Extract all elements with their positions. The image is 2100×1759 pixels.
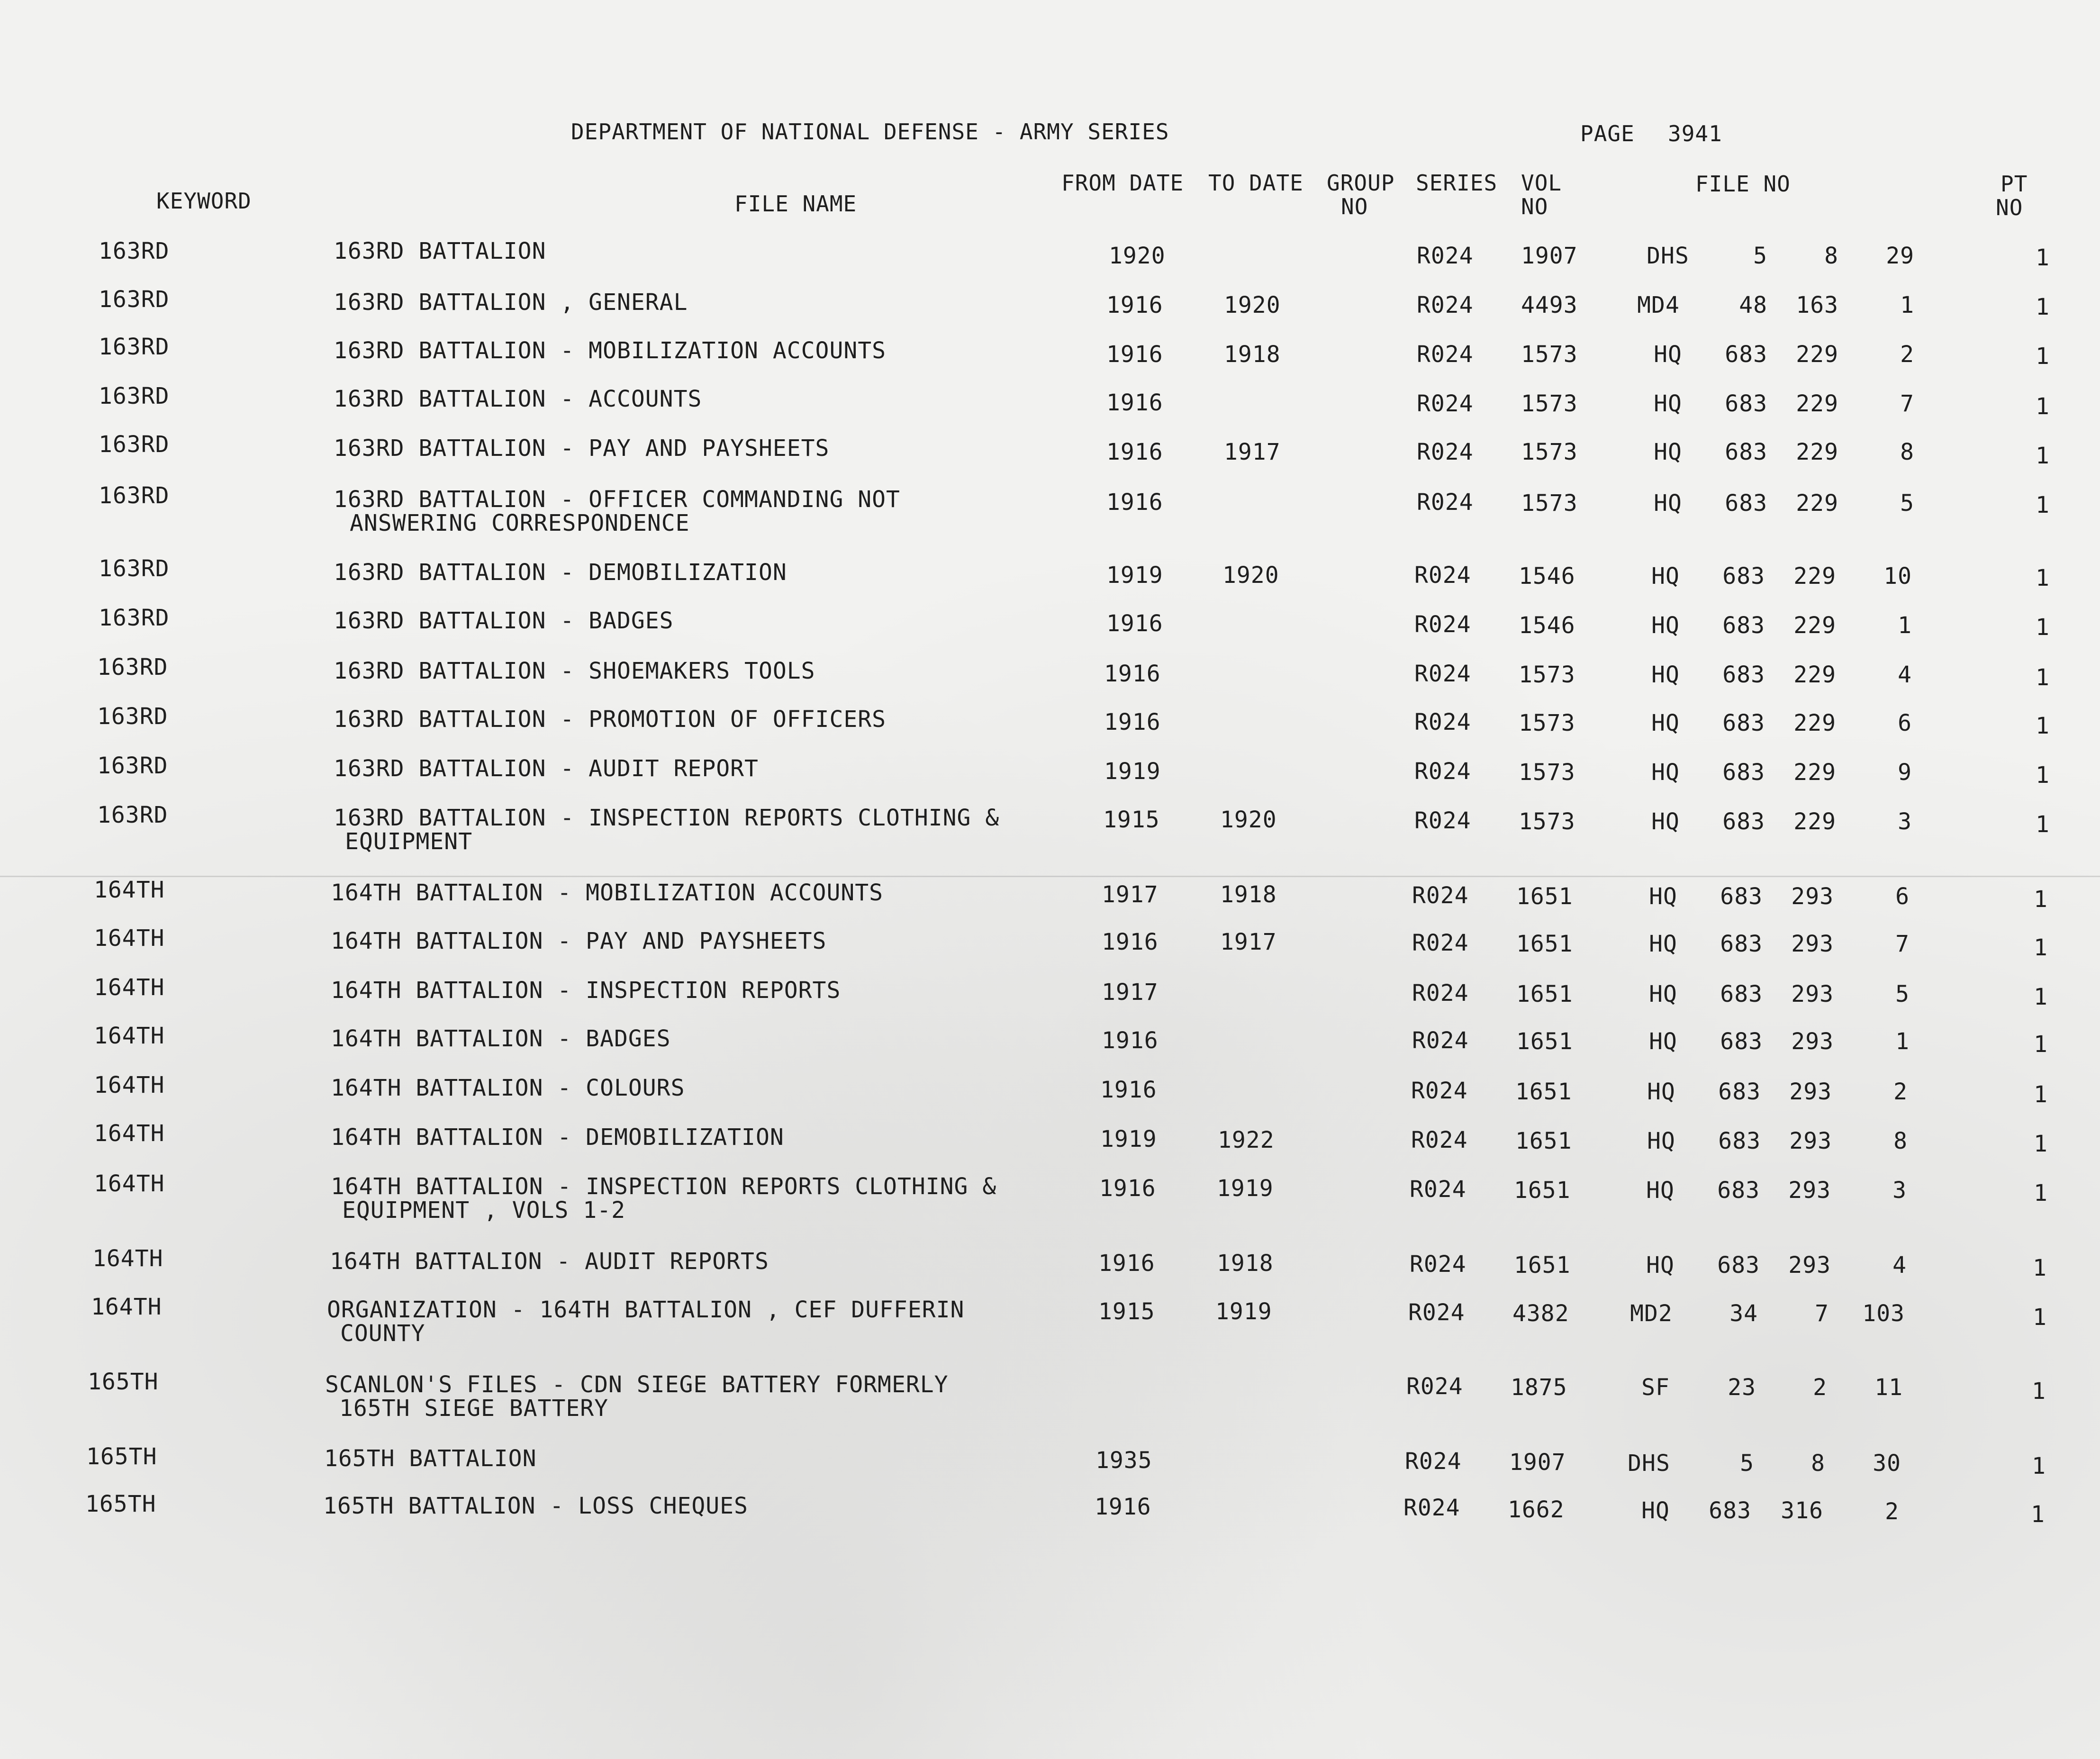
- file-no-part-cell: 293: [1789, 1128, 1832, 1154]
- file-no-part-cell: 229: [1796, 341, 1838, 368]
- file-no-part-cell: 1: [1900, 292, 1914, 318]
- file-no-part-cell: 30: [1873, 1450, 1901, 1477]
- file-name-cell: ORGANIZATION - 164TH BATTALION , CEF DUFFERIN: [327, 1297, 965, 1323]
- file-name-cell: 163RD BATTALION - OFFICER COMMANDING NOT: [334, 486, 900, 513]
- series-cell: R024: [1414, 562, 1471, 589]
- file-no-part-cell: 683: [1725, 390, 1767, 417]
- series-cell: R024: [1411, 1078, 1468, 1104]
- file-no-part-cell: 293: [1791, 1028, 1834, 1055]
- keyword-cell: 164TH: [94, 1023, 165, 1049]
- file-no-part-cell: 293: [1788, 1177, 1831, 1204]
- file-no-part-cell: 683: [1720, 883, 1763, 910]
- page-number: 3941: [1668, 121, 1722, 146]
- keyword-cell: 164TH: [94, 1170, 165, 1197]
- to-date-cell: 1917: [1224, 439, 1281, 465]
- from-date-cell: 1916: [1106, 439, 1163, 465]
- file-no-prefix-cell: HQ: [1647, 1079, 1675, 1105]
- to-date-cell: 1920: [1224, 292, 1281, 318]
- from-date-cell: 1915: [1098, 1298, 1155, 1325]
- vol-no-cell: 1651: [1516, 981, 1573, 1007]
- file-no-prefix-cell: HQ: [1654, 439, 1682, 465]
- file-name-continuation: ANSWERING CORRESPONDENCE: [350, 510, 690, 536]
- file-no-part-cell: 683: [1725, 439, 1767, 465]
- file-no-part-cell: 683: [1709, 1497, 1751, 1524]
- series-cell: R024: [1411, 1127, 1468, 1153]
- file-no-part-cell: 4: [1898, 662, 1912, 688]
- column-header-file-name: FILE NAME: [734, 191, 857, 217]
- file-no-part-cell: 1: [1898, 612, 1912, 639]
- column-header-group: GROUP: [1327, 170, 1395, 196]
- from-date-cell: 1916: [1104, 661, 1161, 687]
- from-date-cell: 1917: [1102, 979, 1159, 1006]
- file-name-cell: 164TH BATTALION - INSPECTION REPORTS: [331, 977, 841, 1004]
- file-no-prefix-cell: SF: [1641, 1374, 1670, 1401]
- keyword-cell: 163RD: [99, 431, 170, 458]
- file-no-prefix-cell: HQ: [1651, 563, 1680, 589]
- keyword-cell: 163RD: [99, 482, 170, 509]
- from-date-cell: 1916: [1106, 489, 1163, 516]
- from-date-cell: 1919: [1104, 758, 1161, 785]
- keyword-cell: 164TH: [91, 1294, 162, 1320]
- file-name-cell: 165TH BATTALION: [324, 1445, 537, 1472]
- vol-no-cell: 1573: [1521, 490, 1578, 517]
- file-no-prefix-cell: HQ: [1649, 1028, 1677, 1055]
- series-cell: R024: [1405, 1448, 1462, 1475]
- file-no-prefix-cell: HQ: [1651, 612, 1680, 639]
- file-no-part-cell: 5: [1740, 1450, 1754, 1477]
- to-date-cell: 1918: [1217, 1250, 1274, 1277]
- series-cell: R024: [1417, 489, 1474, 516]
- keyword-cell: 164TH: [94, 877, 165, 903]
- file-name-cell: 163RD BATTALION - DEMOBILIZATION: [334, 559, 787, 586]
- series-cell: R024: [1410, 1176, 1466, 1203]
- pt-no-cell: 1: [2036, 443, 2050, 469]
- file-no-prefix-cell: HQ: [1651, 759, 1680, 786]
- keyword-cell: 163RD: [97, 703, 168, 730]
- file-name-cell: 164TH BATTALION - MOBILIZATION ACCOUNTS: [331, 880, 884, 906]
- file-no-part-cell: 2: [1885, 1498, 1899, 1525]
- file-name-cell: 164TH BATTALION - COLOURS: [331, 1075, 685, 1101]
- file-name-cell: 163RD BATTALION - BADGES: [334, 607, 674, 634]
- pt-no-cell: 1: [2036, 664, 2050, 691]
- file-no-part-cell: 683: [1717, 1252, 1760, 1278]
- file-no-part-cell: 683: [1718, 1128, 1761, 1154]
- file-no-part-cell: 29: [1886, 243, 1914, 269]
- file-no-part-cell: 683: [1717, 1177, 1760, 1204]
- column-header-pt: PT: [2000, 171, 2028, 197]
- vol-no-cell: 4493: [1521, 292, 1578, 318]
- vol-no-cell: 1907: [1509, 1449, 1566, 1476]
- file-no-prefix-cell: HQ: [1649, 883, 1677, 910]
- vol-no-cell: 1573: [1521, 390, 1578, 417]
- file-name-cell: 163RD BATTALION , GENERAL: [334, 289, 688, 316]
- vol-no-cell: 1573: [1521, 439, 1578, 465]
- keyword-cell: 163RD: [97, 753, 168, 779]
- from-date-cell: 1916: [1106, 292, 1163, 318]
- pt-no-cell: 1: [2036, 294, 2050, 320]
- from-date-cell: 1916: [1102, 929, 1159, 955]
- file-name-cell: 164TH BATTALION - PAY AND PAYSHEETS: [331, 928, 827, 954]
- pt-no-cell: 1: [2032, 1453, 2046, 1479]
- pt-no-cell: 1: [2034, 934, 2048, 961]
- pt-no-cell: 1: [2036, 762, 2050, 789]
- file-no-part-cell: 683: [1722, 759, 1765, 786]
- pt-no-cell: 1: [2032, 1378, 2046, 1405]
- keyword-cell: 165TH: [86, 1443, 157, 1470]
- vol-no-cell: 1573: [1519, 808, 1575, 835]
- pt-no-cell: 1: [2036, 245, 2050, 271]
- file-no-part-cell: 229: [1796, 390, 1838, 417]
- keyword-cell: 165TH: [88, 1369, 159, 1395]
- document-title: DEPARTMENT OF NATIONAL DEFENSE - ARMY SERIES: [571, 119, 1169, 145]
- pt-no-cell: 1: [2036, 492, 2050, 518]
- vol-no-cell: 1651: [1514, 1177, 1571, 1204]
- keyword-cell: 163RD: [99, 555, 170, 582]
- file-no-prefix-cell: HQ: [1654, 341, 1682, 368]
- pt-no-cell: 1: [2036, 713, 2050, 739]
- keyword-cell: 164TH: [94, 1072, 165, 1098]
- pt-no-cell: 1: [2036, 343, 2050, 370]
- file-no-part-cell: 11: [1874, 1374, 1903, 1401]
- file-no-part-cell: 3: [1898, 808, 1912, 835]
- file-no-prefix-cell: HQ: [1649, 981, 1677, 1007]
- series-cell: R024: [1408, 1299, 1465, 1326]
- vol-no-cell: 4382: [1512, 1300, 1569, 1327]
- file-no-part-cell: 293: [1789, 1079, 1832, 1105]
- pt-no-cell: 1: [2036, 393, 2050, 420]
- column-header-pt-no: NO: [1996, 195, 2023, 220]
- file-no-prefix-cell: MD2: [1630, 1300, 1673, 1327]
- pt-no-cell: 1: [2034, 1180, 2048, 1206]
- file-no-part-cell: 293: [1791, 931, 1834, 957]
- vol-no-cell: 1651: [1515, 1079, 1572, 1105]
- series-cell: R024: [1417, 390, 1474, 417]
- to-date-cell: 1919: [1217, 1175, 1274, 1202]
- series-cell: R024: [1414, 807, 1471, 834]
- file-name-continuation: EQUIPMENT , VOLS 1-2: [342, 1197, 625, 1224]
- file-no-part-cell: 293: [1788, 1252, 1831, 1278]
- series-cell: R024: [1414, 709, 1471, 735]
- file-no-prefix-cell: HQ: [1651, 662, 1680, 688]
- series-cell: R024: [1414, 611, 1471, 638]
- vol-no-cell: 1573: [1521, 341, 1578, 368]
- vol-no-cell: 1875: [1511, 1374, 1567, 1401]
- file-no-part-cell: 10: [1883, 563, 1912, 589]
- file-no-prefix-cell: HQ: [1646, 1252, 1675, 1278]
- column-header-from-date: FROM DATE: [1061, 170, 1184, 196]
- file-no-part-cell: 6: [1895, 883, 1910, 910]
- file-no-part-cell: 683: [1720, 981, 1763, 1007]
- file-no-part-cell: 8: [1811, 1450, 1825, 1477]
- file-no-prefix-cell: HQ: [1646, 1177, 1675, 1204]
- file-no-part-cell: 7: [1815, 1300, 1829, 1327]
- series-cell: R024: [1412, 980, 1469, 1006]
- file-no-part-cell: 9: [1898, 759, 1912, 786]
- file-name-cell: 164TH BATTALION - AUDIT REPORTS: [330, 1248, 769, 1275]
- file-no-part-cell: 103: [1862, 1300, 1905, 1327]
- to-date-cell: 1919: [1215, 1298, 1272, 1325]
- file-name-cell: 163RD BATTALION - PAY AND PAYSHEETS: [334, 435, 830, 462]
- vol-no-cell: 1546: [1519, 612, 1575, 639]
- vol-no-cell: 1651: [1516, 883, 1573, 910]
- file-no-prefix-cell: HQ: [1654, 390, 1682, 417]
- pt-no-cell: 1: [2034, 1031, 2048, 1058]
- series-cell: R024: [1417, 439, 1474, 465]
- file-no-part-cell: 163: [1796, 292, 1838, 318]
- file-no-prefix-cell: HQ: [1649, 931, 1677, 957]
- keyword-cell: 164TH: [92, 1245, 163, 1272]
- file-name-cell: 164TH BATTALION - INSPECTION REPORTS CLOTHING &: [331, 1173, 997, 1200]
- vol-no-cell: 1907: [1521, 243, 1578, 269]
- file-name-cell: 163RD BATTALION: [334, 238, 546, 264]
- file-no-part-cell: 5: [1753, 243, 1767, 269]
- file-no-part-cell: 229: [1793, 710, 1836, 736]
- pt-no-cell: 1: [2036, 811, 2050, 838]
- page-fold-line: [0, 876, 2100, 877]
- file-no-prefix-cell: HQ: [1641, 1497, 1670, 1524]
- from-date-cell: 1919: [1100, 1126, 1157, 1152]
- pt-no-cell: 1: [2036, 565, 2050, 591]
- vol-no-cell: 1651: [1516, 1028, 1573, 1055]
- pt-no-cell: 1: [2033, 1255, 2047, 1281]
- file-no-prefix-cell: DHS: [1628, 1450, 1670, 1477]
- keyword-cell: 163RD: [99, 334, 170, 360]
- to-date-cell: 1920: [1222, 562, 1279, 589]
- file-no-part-cell: 683: [1722, 563, 1765, 589]
- series-cell: R024: [1412, 1027, 1469, 1054]
- keyword-cell: 164TH: [94, 1120, 165, 1147]
- file-no-part-cell: 8: [1900, 439, 1914, 465]
- file-no-part-cell: 683: [1725, 341, 1767, 368]
- vol-no-cell: 1573: [1519, 662, 1575, 688]
- from-date-cell: 1917: [1102, 881, 1159, 908]
- pt-no-cell: 1: [2031, 1501, 2045, 1528]
- column-header-vol-no: NO: [1521, 194, 1548, 219]
- from-date-cell: 1916: [1106, 341, 1163, 368]
- to-date-cell: 1922: [1218, 1127, 1275, 1153]
- vol-no-cell: 1651: [1514, 1252, 1571, 1278]
- pt-no-cell: 1: [2034, 886, 2048, 913]
- file-no-part-cell: 2: [1893, 1079, 1908, 1105]
- series-cell: R024: [1412, 882, 1469, 909]
- file-name-cell: 165TH BATTALION - LOSS CHEQUES: [323, 1493, 748, 1519]
- file-name-continuation: COUNTY: [340, 1320, 425, 1347]
- file-no-part-cell: 229: [1793, 563, 1836, 589]
- column-header-group-no: NO: [1341, 194, 1368, 219]
- file-no-part-cell: 229: [1793, 808, 1836, 835]
- keyword-cell: 163RD: [99, 605, 170, 631]
- pt-no-cell: 1: [2033, 1304, 2047, 1331]
- to-date-cell: 1920: [1220, 807, 1277, 833]
- file-name-cell: SCANLON'S FILES - CDN SIEGE BATTERY FORMERLY: [325, 1371, 949, 1398]
- file-name-cell: 164TH BATTALION - DEMOBILIZATION: [331, 1124, 784, 1151]
- file-no-part-cell: 229: [1793, 759, 1836, 786]
- from-date-cell: 1915: [1103, 807, 1160, 833]
- keyword-cell: 165TH: [85, 1491, 156, 1517]
- file-no-part-cell: 34: [1729, 1300, 1758, 1327]
- file-name-cell: 163RD BATTALION - SHOEMAKERS TOOLS: [334, 658, 815, 684]
- file-no-part-cell: 683: [1718, 1079, 1761, 1105]
- file-no-part-cell: 683: [1720, 1028, 1763, 1055]
- series-cell: R024: [1412, 930, 1469, 956]
- keyword-cell: 164TH: [94, 925, 165, 952]
- to-date-cell: 1917: [1220, 929, 1277, 955]
- from-date-cell: 1916: [1100, 1077, 1157, 1103]
- from-date-cell: 1916: [1095, 1494, 1151, 1520]
- file-no-part-cell: 683: [1720, 931, 1763, 957]
- vol-no-cell: 1573: [1519, 710, 1575, 736]
- file-no-part-cell: 229: [1793, 612, 1836, 639]
- file-no-part-cell: 229: [1796, 490, 1838, 517]
- from-date-cell: 1916: [1102, 1027, 1159, 1054]
- file-no-part-cell: 23: [1728, 1374, 1756, 1401]
- file-no-part-cell: 8: [1893, 1128, 1908, 1154]
- from-date-cell: 1919: [1106, 562, 1163, 589]
- file-no-part-cell: 7: [1895, 931, 1910, 957]
- vol-no-cell: 1546: [1519, 563, 1575, 589]
- to-date-cell: 1918: [1224, 341, 1281, 368]
- file-name-cell: 163RD BATTALION - AUDIT REPORT: [334, 755, 759, 782]
- column-header-series: SERIES: [1416, 170, 1498, 196]
- column-header-to-date: TO DATE: [1208, 170, 1303, 196]
- file-no-part-cell: 316: [1781, 1497, 1823, 1524]
- column-header-file-no: FILE NO: [1695, 171, 1791, 197]
- series-cell: R024: [1417, 292, 1474, 318]
- file-no-part-cell: 1: [1895, 1028, 1910, 1055]
- file-no-part-cell: 2: [1900, 341, 1914, 368]
- vol-no-cell: 1651: [1516, 931, 1573, 957]
- series-cell: R024: [1410, 1251, 1466, 1278]
- file-no-part-cell: 683: [1725, 490, 1767, 517]
- series-cell: R024: [1414, 758, 1471, 785]
- file-no-part-cell: 4: [1892, 1252, 1907, 1278]
- file-no-prefix-cell: DHS: [1647, 243, 1689, 269]
- series-cell: R024: [1403, 1495, 1460, 1521]
- file-name-continuation: 165TH SIEGE BATTERY: [339, 1395, 609, 1422]
- file-no-part-cell: 683: [1722, 808, 1765, 835]
- file-no-part-cell: 7: [1900, 390, 1914, 417]
- column-header-keyword: KEYWORD: [156, 188, 252, 214]
- keyword-cell: 163RD: [97, 654, 168, 680]
- from-date-cell: 1935: [1095, 1447, 1152, 1474]
- keyword-cell: 164TH: [94, 974, 165, 1001]
- file-no-prefix-cell: HQ: [1651, 710, 1680, 736]
- file-no-part-cell: 229: [1793, 662, 1836, 688]
- pt-no-cell: 1: [2034, 1081, 2048, 1108]
- file-no-part-cell: 5: [1900, 490, 1914, 517]
- file-no-part-cell: 293: [1791, 981, 1834, 1007]
- series-cell: R024: [1414, 661, 1471, 687]
- file-no-part-cell: 8: [1824, 243, 1838, 269]
- series-cell: R024: [1406, 1373, 1463, 1400]
- pt-no-cell: 1: [2034, 984, 2048, 1010]
- file-name-cell: 163RD BATTALION - MOBILIZATION ACCOUNTS: [334, 337, 887, 364]
- series-cell: R024: [1417, 243, 1474, 269]
- file-no-part-cell: 683: [1722, 710, 1765, 736]
- file-name-continuation: EQUIPMENT: [345, 828, 473, 855]
- column-header-vol: VOL: [1521, 170, 1562, 196]
- file-no-part-cell: 683: [1722, 612, 1765, 639]
- vol-no-cell: 1651: [1515, 1128, 1572, 1154]
- file-name-cell: 163RD BATTALION - ACCOUNTS: [334, 386, 702, 412]
- series-cell: R024: [1417, 341, 1474, 368]
- file-no-prefix-cell: MD4: [1637, 292, 1680, 318]
- keyword-cell: 163RD: [99, 238, 170, 264]
- file-name-cell: 164TH BATTALION - BADGES: [331, 1025, 671, 1052]
- file-no-part-cell: 2: [1813, 1374, 1827, 1401]
- pt-no-cell: 1: [2034, 1131, 2048, 1157]
- file-no-part-cell: 3: [1892, 1177, 1907, 1204]
- file-no-part-cell: 683: [1722, 662, 1765, 688]
- from-date-cell: 1916: [1104, 709, 1161, 735]
- from-date-cell: 1916: [1099, 1175, 1156, 1202]
- from-date-cell: 1916: [1106, 610, 1163, 637]
- file-no-prefix-cell: HQ: [1647, 1128, 1675, 1154]
- keyword-cell: 163RD: [99, 383, 170, 409]
- page-label: PAGE: [1580, 121, 1635, 146]
- from-date-cell: 1916: [1098, 1250, 1155, 1277]
- to-date-cell: 1918: [1220, 881, 1277, 908]
- file-no-prefix-cell: HQ: [1654, 490, 1682, 517]
- file-no-part-cell: 293: [1791, 883, 1834, 910]
- keyword-cell: 163RD: [99, 286, 170, 313]
- from-date-cell: 1920: [1109, 243, 1166, 269]
- file-name-cell: 163RD BATTALION - INSPECTION REPORTS CLOTHING &: [334, 805, 1000, 831]
- vol-no-cell: 1573: [1519, 759, 1575, 786]
- file-no-prefix-cell: HQ: [1651, 808, 1680, 835]
- file-name-cell: 163RD BATTALION - PROMOTION OF OFFICERS: [334, 706, 887, 733]
- file-no-part-cell: 5: [1895, 981, 1910, 1007]
- file-no-part-cell: 48: [1739, 292, 1767, 318]
- from-date-cell: 1916: [1106, 390, 1163, 416]
- pt-no-cell: 1: [2036, 614, 2050, 641]
- file-no-part-cell: 229: [1796, 439, 1838, 465]
- vol-no-cell: 1662: [1508, 1496, 1565, 1523]
- file-no-part-cell: 6: [1898, 710, 1912, 736]
- keyword-cell: 163RD: [97, 802, 168, 828]
